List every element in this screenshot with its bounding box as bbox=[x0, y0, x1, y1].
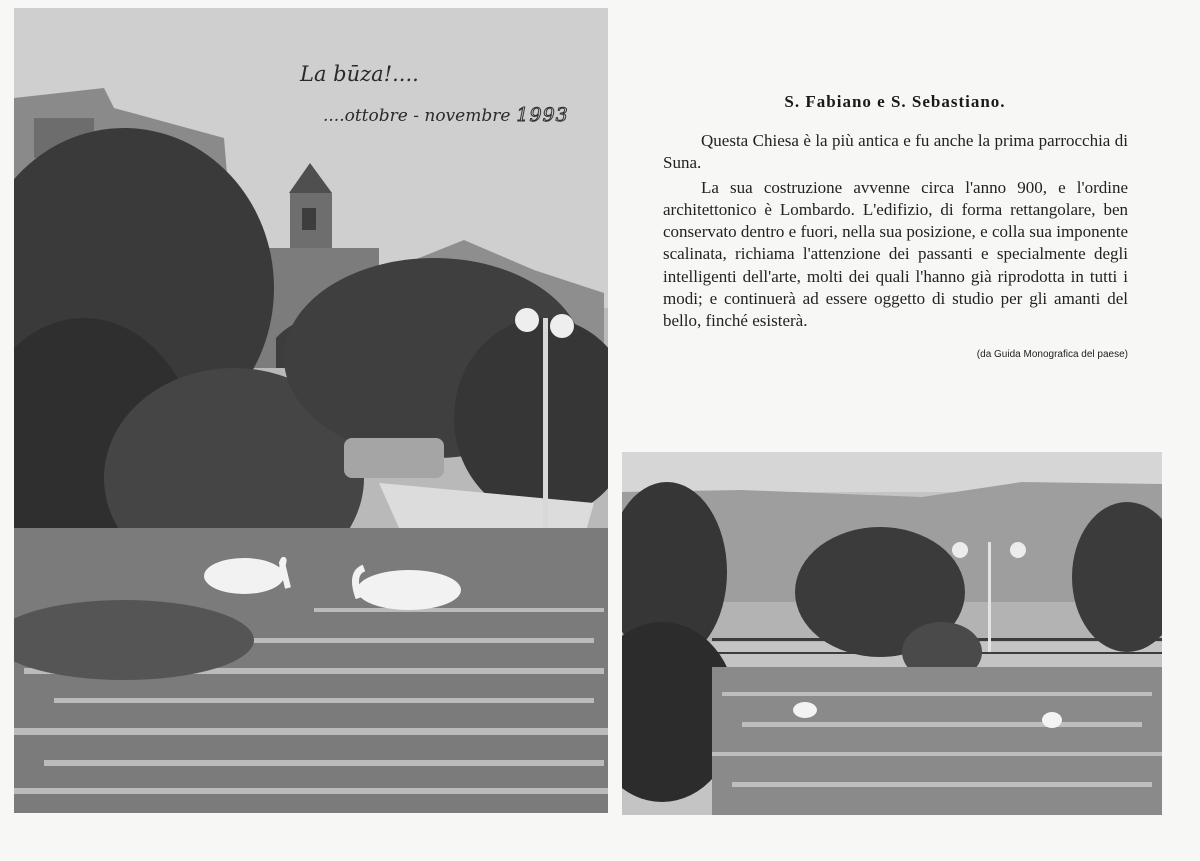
caption-year: 1993 bbox=[516, 104, 569, 126]
article-body bbox=[663, 130, 1128, 333]
handwritten-caption-dates bbox=[323, 104, 569, 126]
photo-flooded-lakefront bbox=[622, 452, 1162, 815]
caption-months: ....ottobre - novembre bbox=[323, 106, 511, 126]
article-source-note: (da Guida Monografica del paese) bbox=[976, 349, 1128, 360]
article-paragraph-2: La sua costruzione avvenne circa l'anno 900, e l'ordine architettonico è Lombardo. L'edifizio, di forma rettangolare, ben conservato dentro e fuori, nella sua posizione, e colla sua imponente scalinata, richiama l'attenzione dei passanti e specialmente degli intelligenti dell'arte, molti dei quali l'hanno già riprodotta in tutti i modi; e continuerà ad essere oggetto di studio per gli amanti del bello, finché esisterà. bbox=[663, 177, 1128, 331]
photo-right-drawing bbox=[622, 452, 1162, 815]
photo-left-drawing bbox=[14, 8, 608, 813]
article-paragraph-1: Questa Chiesa è la più antica e fu anche la prima parrocchia di Suna. bbox=[663, 131, 1128, 173]
photo-flooded-church-square bbox=[14, 8, 608, 813]
article-title: S. Fabiano e S. Sebastiano. bbox=[784, 92, 1006, 111]
handwritten-caption-title: La būza!.... bbox=[300, 62, 419, 86]
